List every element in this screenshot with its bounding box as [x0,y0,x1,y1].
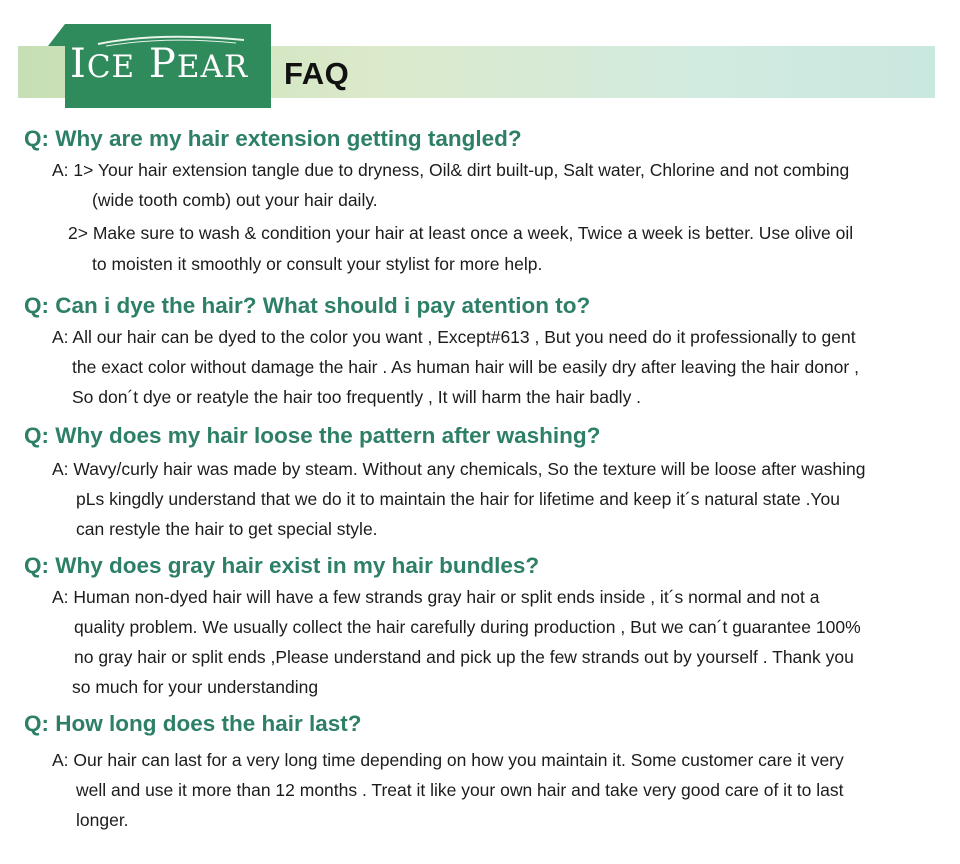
faq-answer-line: A: All our hair can be dyed to the color you want , Except#613 , But you need do it professionally to gent [52,327,856,347]
logo-flag [48,24,65,46]
page-title: FAQ [284,56,350,91]
faq-answer-line: longer. [76,810,129,830]
faq-answer-line: A: Wavy/curly hair was made by steam. Without any chemicals, So the texture will be loose after washing [52,459,866,479]
faq-answer-line: the exact color without damage the hair . As human hair will be easily dry after leaving the hair donor , [72,357,859,377]
faq-question-gray-hair: Q: Why does gray hair exist in my hair bundles? [24,553,540,578]
faq-answer-line: A: 1> Your hair extension tangle due to dryness, Oil& dirt built-up, Salt water, Chlorine and not combing [52,160,850,180]
faq-answer-line: So don´t dye or reatyle the hair too frequently , It will harm the hair badly . [72,387,642,407]
faq-answer-line: pLs kingdly understand that we do it to maintain the hair for lifetime and keep it´s natural state .You [76,489,840,509]
faq-question-dye: Q: Can i dye the hair? What should i pay atention to? [24,293,591,318]
faq-answer-line: 2> Make sure to wash & condition your hair at least once a week, Twice a week is better. Use olive oil [68,223,854,243]
faq-answer-line: quality problem. We usually collect the hair carefully during production , But we can´t guarantee 100% [74,617,861,637]
faq-answer-line: well and use it more than 12 months . Treat it like your own hair and take very good care of it to last [76,780,844,800]
faq-answer-line: (wide tooth comb) out your hair daily. [92,190,378,210]
brand-name: ICE PEAR [70,41,249,87]
faq-answer-line: can restyle the hair to get special style. [76,519,378,539]
faq-answer-line: to moisten it smoothly or consult your stylist for more help. [92,254,543,274]
faq-answer-line: A: Our hair can last for a very long time depending on how you maintain it. Some customer care it very [52,750,844,770]
faq-answer-line: A: Human non-dyed hair will have a few strands gray hair or split ends inside , it´s normal and not a [52,587,820,607]
faq-question-how-long: Q: How long does the hair last? [24,711,362,736]
faq-answer-line: so much for your understanding [72,677,319,697]
faq-question-tangled: Q: Why are my hair extension getting tangled? [24,126,522,151]
faq-answer-line: no gray hair or split ends ,Please understand and pick up the few strands out by yourself . Thank you [74,647,854,667]
faq-question-pattern: Q: Why does my hair loose the pattern after washing? [24,423,601,448]
